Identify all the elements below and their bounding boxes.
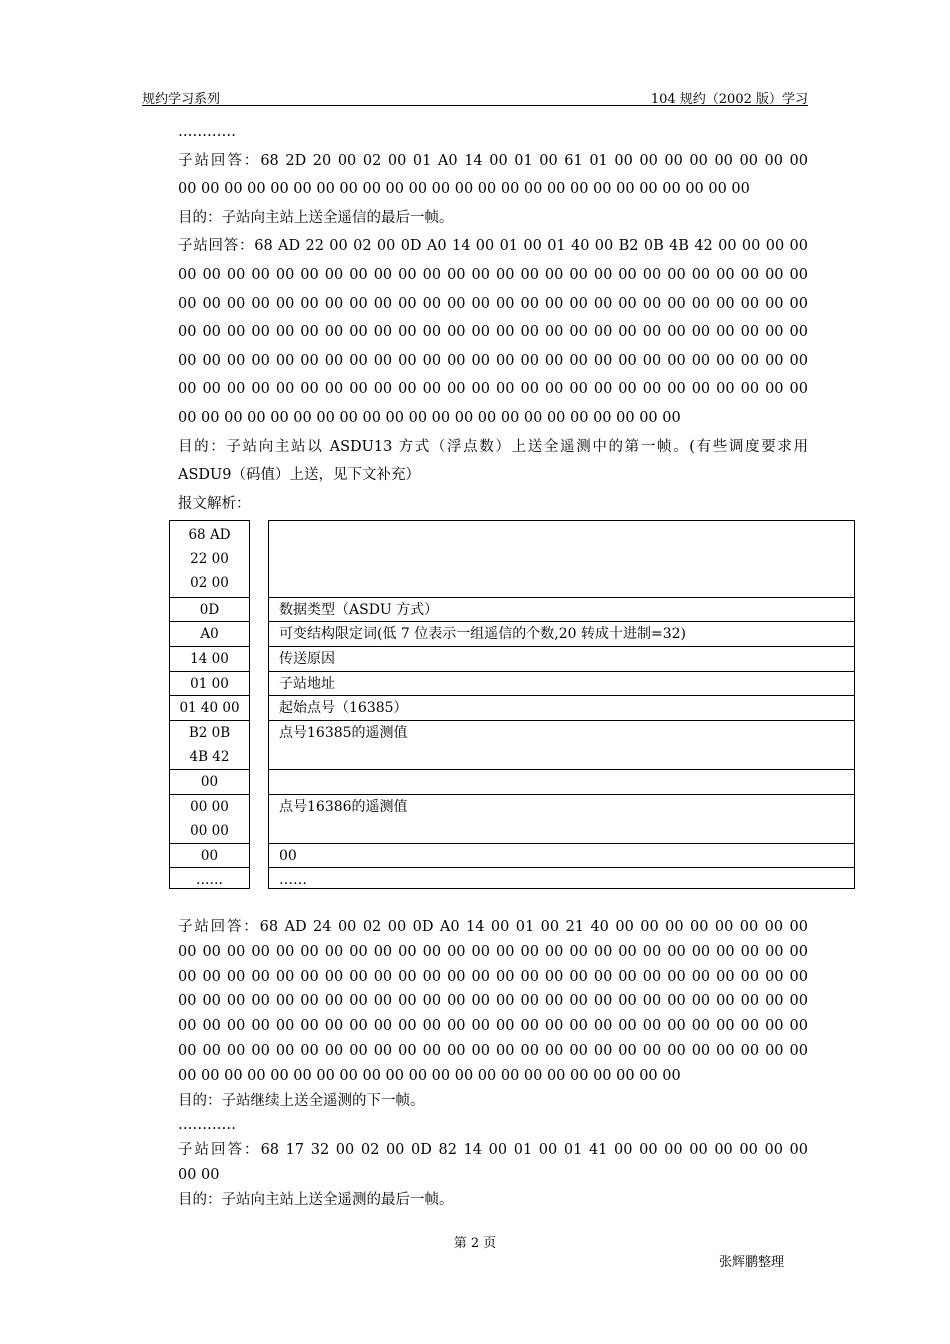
text-line: 目的：子站向主站上送全遥信的最后一帧。 bbox=[178, 209, 454, 226]
table-row bbox=[269, 769, 854, 794]
byte-cell-line: B2 0B bbox=[188, 724, 231, 741]
byte-cell-line: 00 bbox=[200, 774, 219, 790]
text-line: 00 00 00 00 00 00 00 00 00 00 00 00 00 00 00 00 00 00 00 00 00 00 00 00 00 00 bbox=[178, 968, 808, 985]
text-line: ………… bbox=[178, 124, 236, 140]
text-line: 00 00 00 00 00 00 00 00 00 00 00 00 00 00 00 00 00 00 00 00 00 00 00 00 00 00 bbox=[178, 381, 808, 398]
text-line: 子站回答：68 2D 20 00 02 00 01 A0 14 00 01 00 61 01 00 00 00 00 00 00 00 00 bbox=[178, 152, 808, 169]
table-row bbox=[170, 794, 249, 843]
text-line: 00 00 bbox=[178, 1166, 220, 1183]
text-line: 子站回答：68 17 32 00 02 00 0D 82 14 00 01 00 01 41 00 00 00 00 00 00 00 00 bbox=[178, 1142, 808, 1159]
table-byte-column bbox=[169, 520, 250, 889]
text-line: ………… bbox=[178, 1117, 236, 1134]
text-line: 00 00 00 00 00 00 00 00 00 00 00 00 00 00 00 00 00 00 00 00 00 00 00 00 00 00 bbox=[178, 1042, 808, 1059]
description-cell-line: …… bbox=[279, 872, 307, 889]
byte-cell-line: 4B 42 bbox=[189, 748, 230, 765]
text-line: 目的：子站向主站上送全遥测的最后一帧。 bbox=[178, 1191, 454, 1208]
table-row bbox=[170, 597, 249, 622]
text-line: 00 00 00 00 00 00 00 00 00 00 00 00 00 00 00 00 00 00 00 00 00 00 bbox=[178, 1067, 681, 1084]
description-cell-line bbox=[279, 770, 854, 794]
table-row bbox=[269, 523, 854, 597]
table-row bbox=[269, 646, 854, 671]
description-cell-line: 传送原因 bbox=[279, 651, 335, 667]
table-row bbox=[269, 867, 854, 892]
byte-cell-line: A0 bbox=[200, 626, 219, 643]
text-line: 00 00 00 00 00 00 00 00 00 00 00 00 00 00 00 00 00 00 00 00 00 00 bbox=[178, 409, 681, 426]
header-divider bbox=[142, 105, 808, 106]
description-cell-line: 可变结构限定词(低 7 位表示一组遥信的个数,20 转成十进制=32) bbox=[279, 626, 686, 643]
table-row bbox=[269, 843, 854, 868]
description-cell-line: 点号16386的遥测值 bbox=[279, 798, 408, 815]
table-row bbox=[269, 720, 854, 769]
table-row bbox=[269, 794, 854, 843]
table-row bbox=[269, 621, 854, 646]
table-row bbox=[269, 671, 854, 696]
author-note: 张辉鹏整理 bbox=[719, 1255, 785, 1270]
table-row bbox=[170, 769, 249, 794]
page-number: 第 2 页 bbox=[453, 1236, 497, 1251]
text-line: 00 00 00 00 00 00 00 00 00 00 00 00 00 00 00 00 00 00 00 00 00 00 00 00 00 bbox=[178, 181, 750, 198]
header-right: 104 规约（2002 版）学习 bbox=[650, 92, 808, 107]
document-body-section-1 bbox=[178, 118, 808, 518]
byte-cell-line: 01 00 bbox=[190, 675, 229, 692]
text-line: 子站回答：68 AD 24 00 02 00 0D A0 14 00 01 00 21 40 00 00 00 00 00 00 00 00 bbox=[178, 919, 808, 935]
table-row bbox=[269, 695, 854, 720]
message-parse-table bbox=[169, 520, 855, 889]
text-line: 目的：子站向主站以 ASDU13 方式（浮点数）上送全遥测中的第一帧。(有些调度要求用 bbox=[178, 438, 808, 455]
table-row bbox=[170, 523, 249, 597]
table-description-column bbox=[268, 520, 855, 889]
byte-cell-line: 00 00 bbox=[190, 822, 229, 839]
description-cell-line: 起始点号（16385） bbox=[279, 700, 408, 717]
byte-cell-line: …… bbox=[196, 872, 223, 889]
table-row bbox=[170, 646, 249, 671]
table-row bbox=[170, 843, 249, 868]
text-line: 00 00 00 00 00 00 00 00 00 00 00 00 00 00 00 00 00 00 00 00 00 00 00 00 00 00 bbox=[178, 295, 808, 312]
text-line: 00 00 00 00 00 00 00 00 00 00 00 00 00 00 00 00 00 00 00 00 00 00 00 00 00 00 bbox=[178, 352, 808, 369]
text-line: 子站回答：68 AD 22 00 02 00 0D A0 14 00 01 00 01 40 00 B2 0B 4B 42 00 00 00 00 bbox=[178, 238, 808, 255]
byte-cell-line: 14 00 bbox=[190, 651, 229, 667]
description-cell-line: 子站地址 bbox=[279, 675, 335, 692]
text-line: 00 00 00 00 00 00 00 00 00 00 00 00 00 00 00 00 00 00 00 00 00 00 00 00 00 00 bbox=[178, 1018, 808, 1035]
table-row bbox=[170, 720, 249, 769]
text-line: 目的：子站继续上送全遥测的下一帧。 bbox=[178, 1092, 425, 1109]
byte-cell-line: 0D bbox=[199, 601, 220, 618]
description-cell-line: 00 bbox=[279, 847, 297, 864]
text-line: 00 00 00 00 00 00 00 00 00 00 00 00 00 00 00 00 00 00 00 00 00 00 00 00 00 00 bbox=[178, 993, 808, 1010]
table-row bbox=[170, 695, 249, 720]
byte-cell-line: 22 00 bbox=[190, 551, 229, 567]
table-row bbox=[170, 867, 249, 892]
text-line: ASDU9（码值）上送，见下文补充） bbox=[178, 467, 420, 484]
text-line: 00 00 00 00 00 00 00 00 00 00 00 00 00 00 00 00 00 00 00 00 00 00 00 00 00 00 bbox=[178, 266, 808, 283]
description-cell-line: 数据类型（ASDU 方式） bbox=[279, 601, 439, 618]
byte-cell-line: 00 bbox=[200, 847, 219, 864]
byte-cell-line: 01 40 00 bbox=[179, 700, 240, 717]
table-row bbox=[170, 671, 249, 696]
text-line: 00 00 00 00 00 00 00 00 00 00 00 00 00 00 00 00 00 00 00 00 00 00 00 00 00 00 bbox=[178, 943, 808, 960]
description-cell-line bbox=[279, 523, 854, 547]
header-left: 规约学习系列 bbox=[142, 92, 221, 107]
byte-cell-line: 02 00 bbox=[190, 575, 229, 591]
byte-cell-line: 00 00 bbox=[190, 798, 229, 815]
byte-cell-line: 68 AD bbox=[188, 527, 231, 543]
table-row bbox=[269, 597, 854, 622]
description-cell-line: 点号16385的遥测值 bbox=[279, 724, 408, 741]
document-body-section-2 bbox=[178, 915, 808, 1213]
table-row bbox=[170, 621, 249, 646]
text-line: 报文解析： bbox=[178, 495, 251, 512]
text-line: 00 00 00 00 00 00 00 00 00 00 00 00 00 00 00 00 00 00 00 00 00 00 00 00 00 00 bbox=[178, 324, 808, 341]
